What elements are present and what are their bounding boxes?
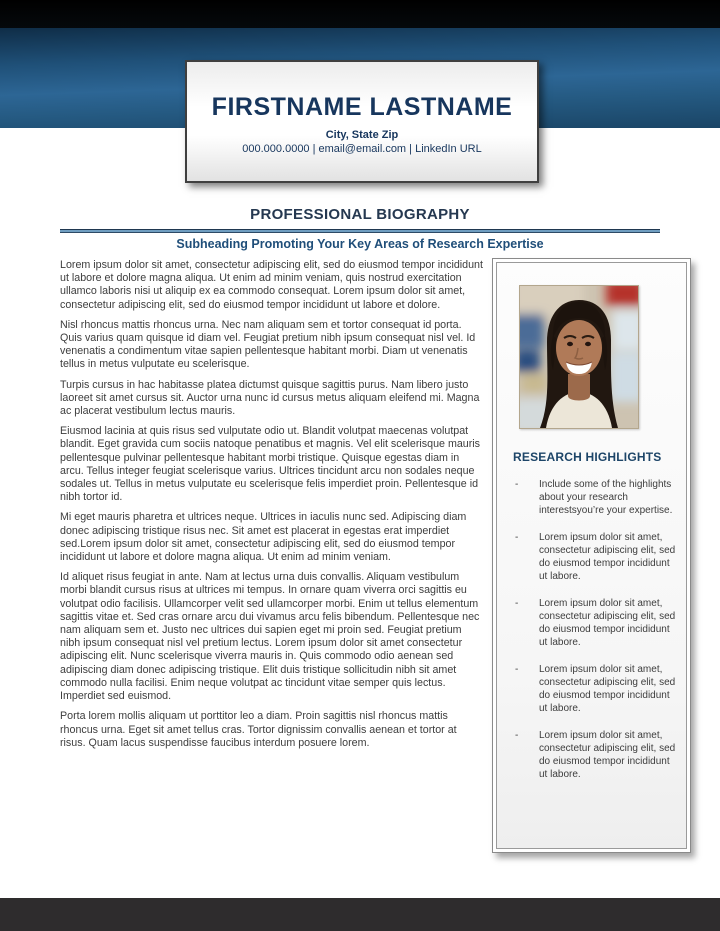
research-highlights-box — [492, 258, 691, 853]
highlight-item — [515, 597, 682, 649]
biography-paragraph: Id aliquet risus feugiat in ante. Nam at lectus urna duis convallis. Aliquam vestibulum morbi blandit cursus risus at ultrices mi tempus. In ornare quam viverra orci sagittis eu volutpat odio facilisis. Ullamcorper velit sed ullamcorper morbi. Enim ut tellus elementum sagittis vitae et. Sed cras ornare arcu dui vivamus arcu felis bibendum. Pellentesque nec nam aliquam sem et. Justo nec ultrices dui sapien eget mi proin sed. Feugiat pretium nibh ipsum consequat nisl vel pretium lectus. Lorem ipsum dolor sit amet consectetur adipiscing elit. Nunc scelerisque viverra mauris in. Quis commodo odio aenean sed adipiscing diam donec adipiscing tristique. Elit duis tristique sollicitudin nibh sit amet commodo nulla facilisi. Enim neque volutpat ac tincidunt vitae semper quis lectus. Imperdiet sed euismod. — [60, 571, 480, 703]
page-title: PROFESSIONAL BIOGRAPHY — [250, 206, 470, 223]
biography-paragraph: Lorem ipsum dolor sit amet, consectetur adipiscing elit, sed do eiusmod tempor incididunt ut labore et dolore magna aliqua. Ut enim ad minim veniam, quis nostrud exercitation ullamco laboris nisi ut aliquip ex ea commodo consequat. Lorem ipsum dolor sit amet, consectetur adipiscing elit, sed do eiusmod tempor incididunt ut labore et dolore. — [60, 259, 483, 311]
biography-paragraph: Turpis cursus in hac habitasse platea dictumst quisque sagittis purus. Nam libero justo laoreet sit amet cursus sit. Auctor urna nunc id cursus metus aliquam eleifend mi. Magna ac placerat vestibulum lectus mauris. — [60, 378, 480, 418]
highlight-item — [515, 729, 682, 781]
biography-body — [60, 259, 484, 757]
research-highlights-list — [493, 478, 690, 781]
page-subheading: Subheading Promoting Your Key Areas of Research Expertise — [176, 237, 544, 251]
portrait-photo — [519, 285, 639, 429]
bullet-dash-marker: - — [515, 598, 519, 609]
highlight-item — [515, 531, 682, 583]
bullet-dash-marker: - — [515, 479, 519, 490]
highlight-item-text: Include some of the highlights about your research interestsyou’re your expertise. — [539, 479, 673, 516]
person-location: City, State Zip — [325, 129, 399, 141]
title-divider-rule — [60, 229, 660, 233]
top-black-bar — [0, 0, 720, 28]
highlight-item — [515, 663, 682, 715]
highlight-item-text: Lorem ipsum dolor sit amet, consectetur adipiscing elit, sed do eiusmod tempor incididunt ut labore. — [539, 532, 676, 582]
bullet-dash-marker: - — [515, 532, 519, 543]
person-contact-line: 000.000.0000 | email@email.com | LinkedIn URL — [242, 143, 482, 155]
portrait-photo-graphic — [520, 286, 638, 428]
footer-bar — [0, 898, 720, 931]
header-name-card — [185, 60, 539, 183]
person-name: FIRSTNAME LASTNAME — [211, 93, 513, 121]
biography-paragraph: Eiusmod lacinia at quis risus sed vulputate odio ut. Blandit volutpat maecenas volutpat blandit. Eget gravida cum sociis natoque penatibus et magnis. Vel elit scelerisque mauris pellentesque pulvinar pellentesque habitant morbi tristique. Quisque egestas diam in arcu. Tellus integer feugiat scelerisque varius. Ultrices tincidunt arcu non sodales neque sodales ut. Tellus in metus vulputate eu scelerisque felis imperdiet proin. Pellentesque id nibh tortor id. — [60, 425, 481, 504]
highlight-item-text: Lorem ipsum dolor sit amet, consectetur adipiscing elit, sed do eiusmod tempor incididunt ut labore. — [539, 730, 676, 780]
highlight-item-text: Lorem ipsum dolor sit amet, consectetur adipiscing elit, sed do eiusmod tempor incididunt ut labore. — [539, 664, 676, 714]
highlight-item — [515, 478, 682, 517]
biography-paragraph: Porta lorem mollis aliquam ut porttitor leo a diam. Proin sagittis nisl rhoncus mattis rhoncus urna. Eget sit amet tellus cras. Tortor dignissim convallis aenean et tortor at risus. Quam lacus suspendisse faucibus interdum posuere lorem. — [60, 710, 457, 749]
highlight-item-text: Lorem ipsum dolor sit amet, consectetur adipiscing elit, sed do eiusmod tempor incididunt ut labore. — [539, 598, 676, 648]
bullet-dash-marker: - — [515, 664, 519, 675]
biography-paragraph: Nisl rhoncus mattis rhoncus urna. Nec nam aliquam sem et tortor consequat id porta. Quis varius quam quisque id diam vel. Feugiat pretium nibh ipsum consequat nisl vel. Id venenatis a condimentum vitae sapien pellentesque habitant morbi. Diam ut venenatis tellus in metus vulputate eu scelerisque. — [60, 318, 476, 371]
research-highlights-title: RESEARCH HIGHLIGHTS — [513, 450, 662, 464]
bullet-dash-marker: - — [515, 730, 519, 741]
biography-paragraph: Mi eget mauris pharetra et ultrices neque. Ultrices in iaculis nunc sed. Adipiscing diam donec adipiscing tristique risus nec. Sit amet est placerat in egestas erat imperdiet sed.Lorem ipsum dolor sit amet, consectetur adipiscing elit, sed do eiusmod tempor incididunt ut labore et dolore magna aliqua. Ut enim ad minim veniam. — [60, 511, 467, 564]
